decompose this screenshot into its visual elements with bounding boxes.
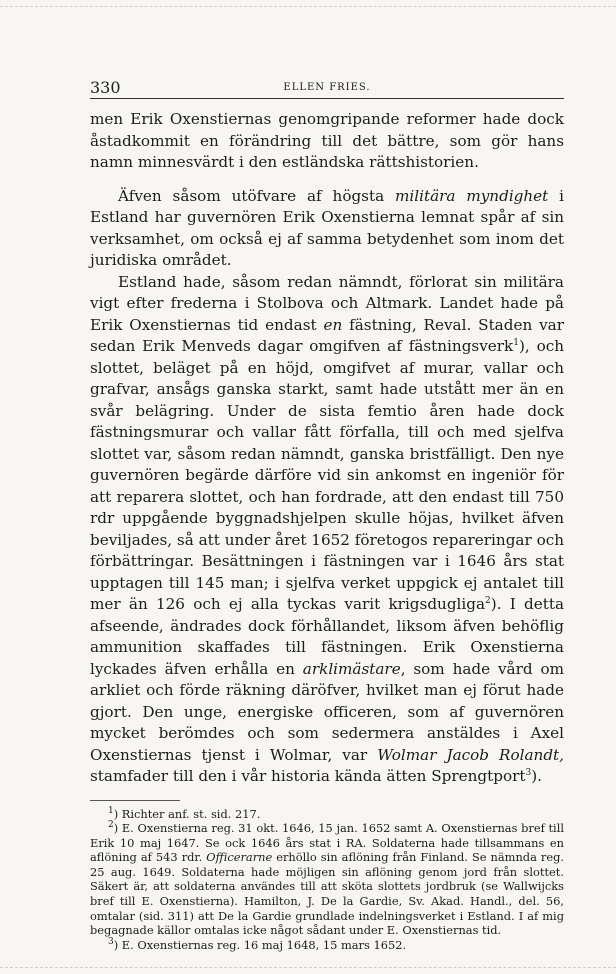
footnotes [90,807,564,953]
book-page [90,70,564,952]
text-run: ). I detta afseende, ändrades dock förhållandet, liksom äfven behöflig ammunition skaffades till fästningen. Erik Oxenstierna lyckades äfven erhålla en [90,595,564,678]
running-title: ELLEN FRIES. [283,82,371,93]
footnote-mark: 3 [108,937,114,948]
bottom-scan-edge [0,967,616,968]
page-number: 330 [90,78,121,97]
top-scan-edge [0,6,616,7]
text-run: stamfader till den i vår historia kända ätten Sprengtport [90,767,526,785]
paragraph-3 [90,272,564,788]
footnote-text: ) E. Oxenstierna reg. 31 okt. 1646, 15 jan. 1652 samt A. Oxenstiernas bref till Erik 10 maj 1647. Se ock 1646 års stat i RA. Soldaterna hade tillsammans en aflöning af 543 rdr. [90,821,564,865]
text-run: fästning, Reval. Staden var sedan Erik Menveds dagar omgifven af fästningsverk [90,315,564,355]
footnote-separator [90,800,180,801]
footnote-ref-1: 1 [513,337,519,348]
text-run: ), och slottet, beläget på en höjd, omgifvet af murar, vallar och grafvar, ansågs ganska starkt, samt hade utstått mer än en svår belägring. Under de sista femtio åren hade dock fästningsmurar och vallar fått förfalla, till och med sjelfva slottet var, såsom redan nämndt, ganska bristfälligt. Den nye guvernören begärde därföre vid sin ankomst en ingeniör för att reparera slottet, och han fordrade, att den endast till 750 rdr uppgående byggnadshjelpen skulle höjas, hvilket äfven beviljades, så att under året 1652 företogos repareringar och förbättringar. Besättningen i fästningen var i 1646 års stat upptagen till 145 man; i sjelfva verket uppgick ej antalet till mer än 126 och ej alla tyckas varit krigsdugliga [90,337,564,613]
footnote-mark: 1 [108,805,114,816]
footnote-ref-2: 2 [485,595,491,606]
emphasis-en: en [323,315,343,334]
footnote-2 [90,821,564,938]
main-text [90,109,564,788]
emphasis-rolandt: Wolmar Jacob Rolandt, [377,745,564,764]
paragraph-1-text: men Erik Oxenstiernas genomgripande reformer hade dock åstadkommit en förändring till det bättre, som gör hans namn minnesvärdt i den estländska rättshistorien. [90,110,564,171]
footnote-mark: 2 [108,820,114,831]
paragraph-1 [90,109,564,174]
text-run: Estland hade, såsom redan nämndt, förlorat sin militära vigt efter frederna i Stolbova och Altmark. Landet hade på Erik Oxenstiernas tid endast [90,272,564,334]
footnote-1 [90,807,564,822]
footnote-text: ) E. Oxenstiernas reg. 16 maj 1648, 15 mars 1652. [113,937,407,952]
text-run: i Estland har guvernören Erik Oxenstierna lemnat spår af sin verksamhet, om också ej af samma betydenhet som inom det juridiska området. [90,186,565,269]
emphasis-arklimastare: arklimästare [302,659,401,678]
footnote-text: erhöllo sin aflöning från Finland. Se nämnda reg. 25 aug. 1649. Soldaterna hade möjligen sin aflöning genom jord från slottet. Säkert är, att soldaterna användes till att sköta slottets jordbruk (se Wallwijcks bref till E. Oxenstierna). Hamilton, J. De la Gardie, Sv. Akad. Handl., del. 56, omtalar (sid. 311) att De la Gardie grundlade indelningsverket i Estland. I af mig begagnade källor omtalas icke något sådant under E. Oxenstiernas tid. [90,850,564,938]
emphasis-militara: militära myndighet [395,186,549,205]
footnote-text: ) Richter anf. st. sid. 217. [113,806,261,821]
paragraph-2 [90,186,564,272]
page-header [90,70,564,99]
footnote-emphasis: Officerarne [206,850,273,865]
text-run: , som hade vård om arkliet och förde räkning däröfver, hvilket man ej förut hade gjort. Den unge, energiske officeren, som af guvernören mycket berömdes och som sedermera anstäldes i Axel Oxenstiernas tjenst i Wolmar, var [90,659,564,764]
footnote-3 [90,938,564,953]
footnote-ref-3: 3 [525,767,532,778]
text-run: Äfven såsom utöfvare af högsta [118,186,396,205]
text-run: ). [531,767,542,785]
